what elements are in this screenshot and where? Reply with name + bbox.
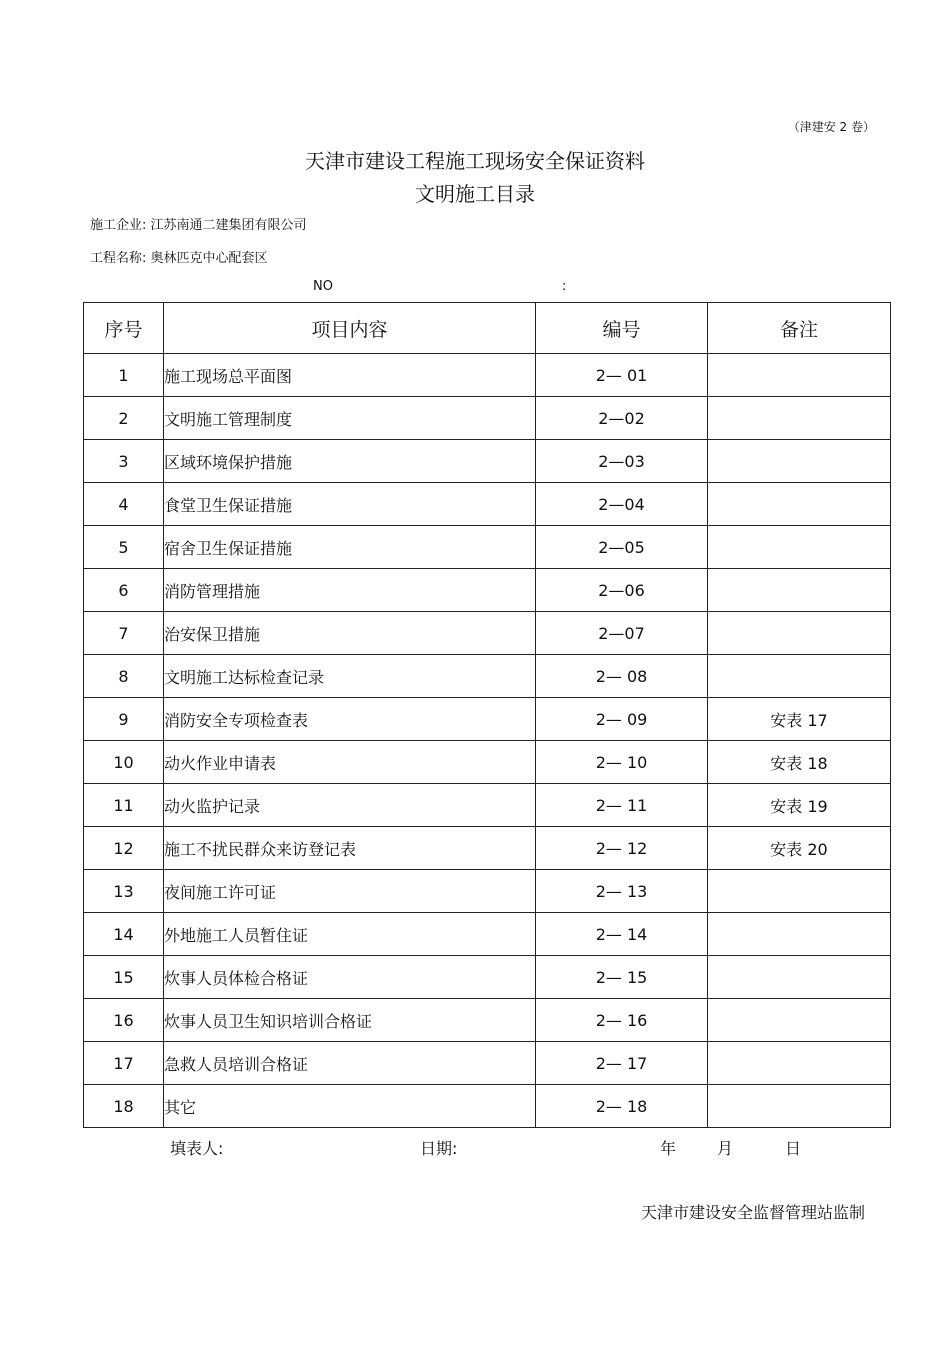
table-body [84,354,891,1128]
row-code: 2— 11 [536,784,708,827]
row-note [708,569,891,612]
row-item: 施工不扰民群众来访登记表 [164,827,536,870]
header-seq: 序号 [84,303,164,354]
day-label: 日 [785,1139,802,1158]
table-row [84,956,891,999]
supervisor-note: 天津市建设安全监督管理站监制 [640,1203,865,1222]
row-code: 2—04 [536,483,708,526]
project-value: 奥林匹克中心配套区 [150,251,268,266]
row-note [708,440,891,483]
row-note: 安表 18 [708,741,891,784]
row-note: 安表 17 [708,698,891,741]
table-row [84,569,891,612]
row-number: 15 [84,956,164,999]
catalog-table [83,302,891,1128]
year-label: 年 [660,1139,677,1158]
table-row [84,784,891,827]
row-number: 2 [84,397,164,440]
table-row [84,999,891,1042]
row-number: 14 [84,913,164,956]
company-line [90,214,307,233]
row-number: 1 [84,354,164,397]
number-colon: : [562,279,567,294]
row-number: 10 [84,741,164,784]
row-number: 4 [84,483,164,526]
table-row [84,913,891,956]
row-note [708,999,891,1042]
row-item: 消防安全专项检查表 [164,698,536,741]
row-item: 炊事人员卫生知识培训合格证 [164,999,536,1042]
row-code: 2—05 [536,526,708,569]
row-note: 安表 19 [708,784,891,827]
table-row [84,440,891,483]
row-item: 动火作业申请表 [164,741,536,784]
row-number: 16 [84,999,164,1042]
row-item: 文明施工管理制度 [164,397,536,440]
row-code: 2— 13 [536,870,708,913]
row-item: 炊事人员体检合格证 [164,956,536,999]
row-code: 2— 15 [536,956,708,999]
company-label: 施工企业: [90,218,147,233]
row-code: 2— 16 [536,999,708,1042]
document-code: （津建安 2 卷） [787,120,875,134]
row-item: 其它 [164,1085,536,1128]
row-code: 2— 08 [536,655,708,698]
row-item: 治安保卫措施 [164,612,536,655]
row-number: 5 [84,526,164,569]
header-note: 备注 [708,303,891,354]
row-note [708,655,891,698]
row-number: 6 [84,569,164,612]
row-number: 3 [84,440,164,483]
header-item: 项目内容 [164,303,536,354]
table-header-row [84,303,891,354]
row-item: 夜间施工许可证 [164,870,536,913]
row-code: 2—07 [536,612,708,655]
table-row [84,612,891,655]
row-code: 2— 18 [536,1085,708,1128]
company-value: 江苏南通二建集团有限公司 [150,218,307,233]
row-item: 外地施工人员暂住证 [164,913,536,956]
row-item: 消防管理措施 [164,569,536,612]
row-code: 2— 14 [536,913,708,956]
row-code: 2— 10 [536,741,708,784]
row-item: 宿舍卫生保证措施 [164,526,536,569]
row-note [708,354,891,397]
filler-label: 填表人: [170,1139,224,1158]
table-row [84,397,891,440]
row-item: 动火监护记录 [164,784,536,827]
table-row [84,741,891,784]
table-row [84,483,891,526]
row-code: 2—06 [536,569,708,612]
document-title: 天津市建设工程施工现场安全保证资料 [305,149,645,173]
month-label: 月 [717,1139,734,1158]
row-number: 17 [84,1042,164,1085]
row-note [708,870,891,913]
row-note [708,397,891,440]
row-note [708,956,891,999]
row-number: 13 [84,870,164,913]
header-code: 编号 [536,303,708,354]
row-code: 2— 17 [536,1042,708,1085]
document-subtitle: 文明施工目录 [415,182,535,206]
row-note: 安表 20 [708,827,891,870]
table-row [84,1042,891,1085]
row-note [708,483,891,526]
table-row [84,870,891,913]
row-number: 11 [84,784,164,827]
row-code: 2— 12 [536,827,708,870]
row-number: 12 [84,827,164,870]
row-item: 食堂卫生保证措施 [164,483,536,526]
row-code: 2—03 [536,440,708,483]
row-note [708,612,891,655]
row-item: 急救人员培训合格证 [164,1042,536,1085]
project-label: 工程名称: [90,251,147,266]
table-row [84,354,891,397]
row-note [708,913,891,956]
table-row [84,698,891,741]
row-item: 施工现场总平面图 [164,354,536,397]
row-item: 区域环境保护措施 [164,440,536,483]
row-number: 8 [84,655,164,698]
date-label: 日期: [420,1139,458,1158]
row-code: 2— 09 [536,698,708,741]
row-number: 18 [84,1085,164,1128]
row-code: 2— 01 [536,354,708,397]
row-note [708,1042,891,1085]
table-row [84,526,891,569]
table-row [84,1085,891,1128]
table-row [84,655,891,698]
row-note [708,526,891,569]
row-item: 文明施工达标检查记录 [164,655,536,698]
row-number: 7 [84,612,164,655]
table-row [84,827,891,870]
project-line [90,247,268,266]
number-label: NO [313,279,333,294]
row-number: 9 [84,698,164,741]
row-code: 2—02 [536,397,708,440]
row-note [708,1085,891,1128]
